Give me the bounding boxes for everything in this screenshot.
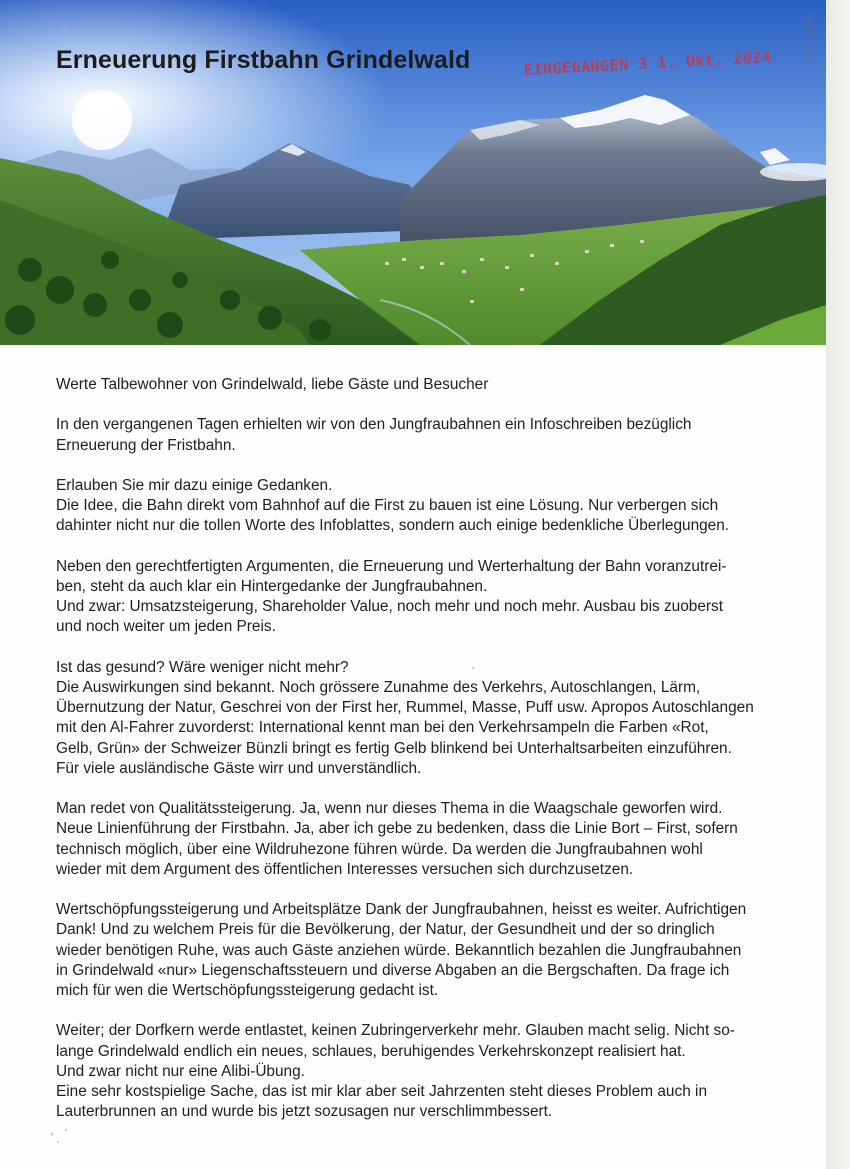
- letter-paragraph: [56, 1021, 776, 1122]
- scanner-page-edge: [826, 0, 850, 1169]
- paragraph-line: Und zwar: Umsatzsteigerung, Shareholder Value, noch mehr und noch mehr. Ausbau bis zuoberst: [56, 598, 724, 616]
- letter-paragraph: [56, 658, 776, 779]
- received-stamp: EINGEGANGEN 3 1. Okt. 2024: [523, 48, 772, 79]
- photo-credit: Foto: Unsplash: [806, 14, 813, 62]
- paragraph-line: Und zwar nicht nur eine Alibi-Übung.: [56, 1062, 305, 1080]
- letter-body: [56, 375, 776, 1143]
- paragraph-line: ben, steht da auch klar ein Hintergedanke der Jungfraubahnen.: [56, 577, 488, 595]
- letter-paragraph: [56, 799, 776, 880]
- paragraph-line: mich für wen die Wertschöpfungssteigerung gedacht ist.: [56, 982, 439, 999]
- paragraph-line: Neben den gerechtfertigten Argumenten, die Erneuerung und Werterhaltung der Bahn voranzutrei-: [56, 557, 727, 575]
- paragraph-line: Gelb, Grün» der Schweizer Bünzli bringt es fertig Gelb blinkend bei Unterhaltsarbeiten einzuführen.: [56, 739, 732, 757]
- paragraph-line: wieder benötigen Ruhe, was auch Gäste anziehen würde. Bekanntlich bezahlen die Jungfraubahnen: [56, 941, 742, 959]
- letter-paragraph: [56, 476, 776, 537]
- paragraph-line: Erneuerung der Fristbahn.: [56, 436, 236, 454]
- paragraph-line: technisch möglich, über eine Wildruhezone führen würde. Da werden die Jungfraubahnen wohl: [56, 840, 703, 858]
- paragraph-line: mit den Al-Fahrer zuvorderst: International kennt man bei den Verkehrsampeln die Farben «Rot,: [56, 719, 709, 737]
- paragraph-line: dahinter nicht nur die tollen Worte des Infoblattes, sondern auch einige bedenkliche Überlegungen.: [56, 517, 730, 535]
- letter-paragraph: [56, 557, 776, 638]
- paragraph-line: Eine sehr kostspielige Sache, das ist mir klar aber seit Jahrzenten steht dieses Problem auch in: [56, 1083, 708, 1100]
- paragraph-line: Lauterbrunnen an und wurde bis jetzt sozusagen nur verschlimmbessert.: [56, 1103, 553, 1121]
- paragraph-line: Man redet von Qualitätssteigerung. Ja, wenn nur dieses Thema in die Waagschale geworfen wird.: [56, 800, 723, 818]
- letter-paragraph: [56, 375, 776, 395]
- paragraph-line: Dank! Und zu welchem Preis für die Bevölkerung, der Natur, der Gesundheit und der so dringlich: [56, 921, 715, 939]
- paragraph-line: In den vergangenen Tagen erhielten wir von den Jungfraubahnen ein Infoschreiben bezüglich: [56, 416, 692, 434]
- paragraph-line: lange Grindelwald endlich ein neues, schlaues, beruhigendes Verkehrskonzept realisiert hat.: [56, 1042, 686, 1060]
- paragraph-line: Weiter; der Dorfkern werde entlastet, keinen Zubringerverkehr mehr. Glauben macht selig. Nicht so-: [56, 1022, 735, 1040]
- paragraph-line: Neue Linienführung der Firstbahn. Ja, aber ich gebe zu bedenken, dass die Linie Bort – First, sofern: [56, 820, 738, 838]
- paragraph-line: und noch weiter um jeden Preis.: [56, 618, 276, 636]
- paragraph-line: Für viele ausländische Gäste wirr und unverständlich.: [56, 759, 422, 777]
- letter-paragraph: [56, 900, 776, 1001]
- paragraph-line: Die Idee, die Bahn direkt vom Bahnhof auf die First zu bauen ist eine Lösung. Nur verbergen sich: [56, 497, 719, 515]
- page-title: Erneuerung Firstbahn Grindelwald: [56, 46, 471, 74]
- paragraph-line: Werte Talbewohner von Grindelwald, liebe Gäste und Besucher: [56, 376, 489, 393]
- paragraph-line: Wertschöpfungssteigerung und Arbeitsplätze Dank der Jungfraubahnen, heisst es weiter. Aufrichtigen: [56, 901, 747, 919]
- paragraph-line: wieder mit dem Argument des öffentlichen Interesses versuchen sich durchzusetzen.: [56, 860, 634, 878]
- paragraph-line: Die Auswirkungen sind bekannt. Noch grössere Zunahme des Verkehrs, Autoschlangen, Lärm,: [56, 678, 701, 696]
- paragraph-line: Ist das gesund? Wäre weniger nicht mehr?: [56, 658, 349, 676]
- letter-paragraph: [56, 415, 776, 455]
- paragraph-line: Übernutzung der Natur, Geschrei von der First her, Rummel, Masse, Puff usw. Apropos Autoschlangen: [56, 699, 754, 717]
- paragraph-line: Erlauben Sie mir dazu einige Gedanken.: [56, 476, 333, 494]
- paragraph-line: in Grindelwald «nur» Liegenschaftssteuern und diverse Abgaben an die Bergschaften. Da frage ich: [56, 961, 730, 979]
